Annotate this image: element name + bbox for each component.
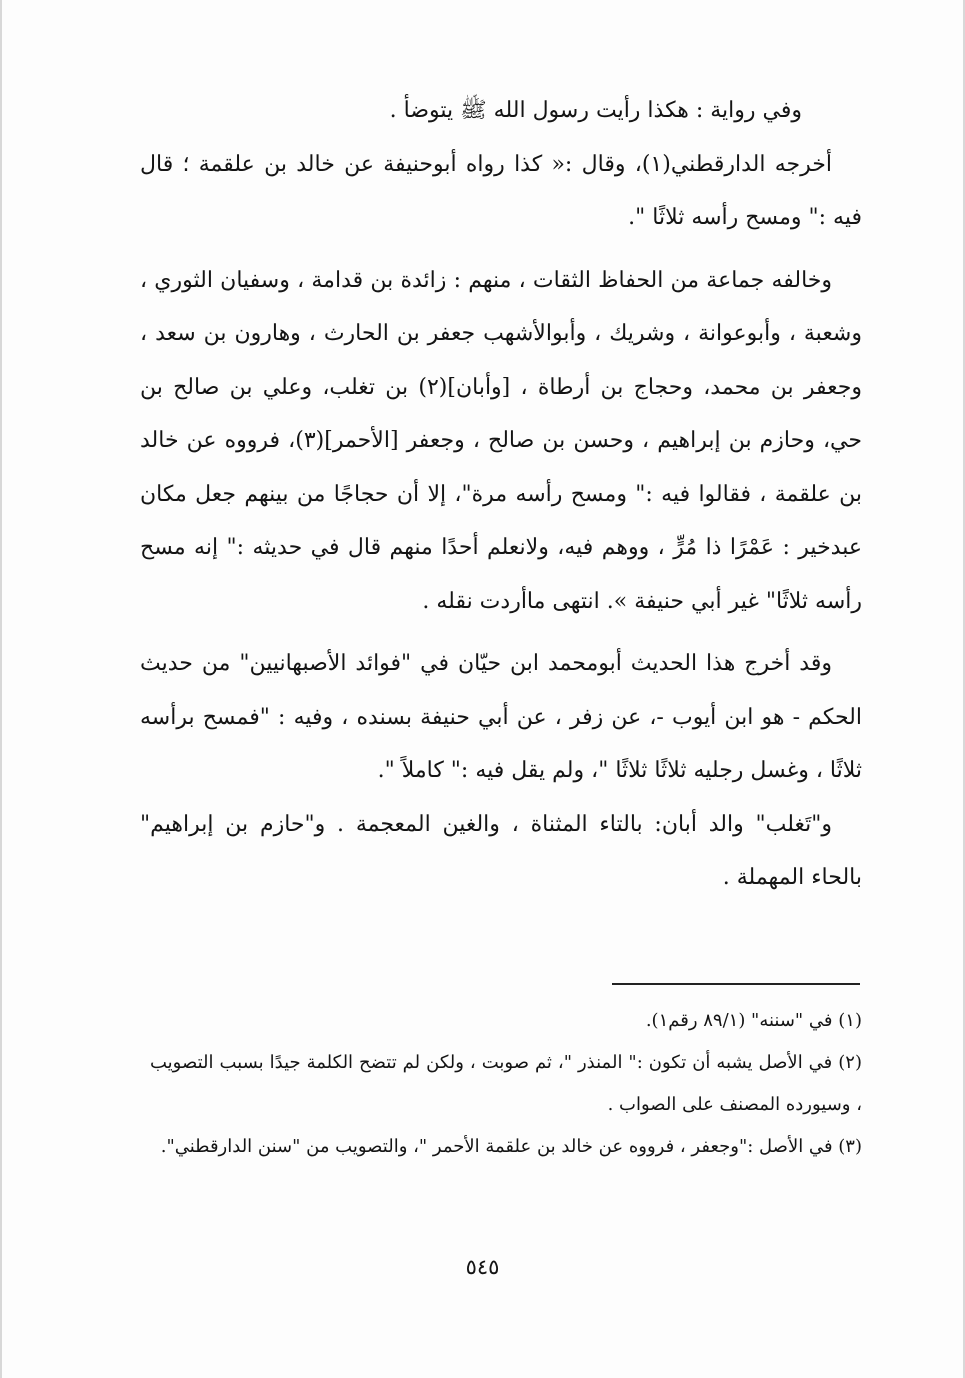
footnote: (١) في "سننه" (٨٩/١ رقم١). [645, 1010, 862, 1031]
scan-edge-left [0, 0, 2, 1378]
footnote-separator [612, 983, 860, 985]
paragraph: و"تَغلب" والد أبان: بالتاء المثناة ، والغين المعجمة . و"حازم بن إبراهيم" بالحاء المهملة . [140, 811, 862, 890]
main-text [140, 84, 862, 905]
paragraph: وقد أخرج هذا الحديث أبومحمد ابن حيّان في "فوائد الأصبهانيين" من حديث الحكم - هو ابن أيوب -، عن زفر ، عن أبي حنيفة بسنده ، وفيه : "فمسح برأسه ثلاثًا ، وغسل رجليه ثلاثًا ثلاثًا "، ولم يقل فيه :" كاملاً ". [140, 651, 862, 783]
paragraph: أخرجه الدارقطني(١)، وقال :« كذا رواه أبوحنيفة عن خالد بن علقمة ؛ قال فيه :" ومسح رأسه ثلاثًا ". [140, 151, 862, 230]
paragraph: وفي رواية : هكذا رأيت رسول الله ﷺ يتوضأ . [389, 98, 802, 123]
footnotes [150, 1000, 862, 1168]
paragraph: وخالفه جماعة من الحفاظ الثقات ، منهم : زائدة بن قدامة ، وسفيان الثوري ، وشعبة ، وأبوعوانة ، وشريك ، وأبوالأشهب جعفر بن الحارث ، وهارون بن سعد ، وجعفر بن محمد، وحجاج بن أرطاة ، [وأبان](٢) بن تغلب، وعلي بن صالح بن حي، وحازم بن إبراهيم ، وحسن بن صالح ، وجعفر [الأحمر](٣)، فرووه عن خالد بن علقمة ، فقالوا فيه :" ومسح رأسه مرة"، إلا أن حجاجًا من بينهم جعل مكان عبدخير : عَمْرًا ذا مُرٍّ ، ووهم فيه، ولانعلم أحدًا منهم قال في حديثه :" إنه مسح رأسه ثلاثًا" غير أبي حنيفة ». انتهى ماأردت نقله . [140, 267, 862, 614]
page-number: ٥٤٥ [465, 1255, 500, 1279]
footnote: (٢) في الأصل يشبه أن تكون :" المنذر "، ثم صوبت ، ولكن لم تتضح الكلمة جيدًا بسبب التصويب ، وسيورده المصنف على الصواب . [150, 1052, 862, 1115]
footnote: (٣) في الأصل :"وجعفر ، فرووه عن خالد بن علقمة الأحمر "، والتصويب من "سنن الدارقطني". [160, 1136, 862, 1157]
